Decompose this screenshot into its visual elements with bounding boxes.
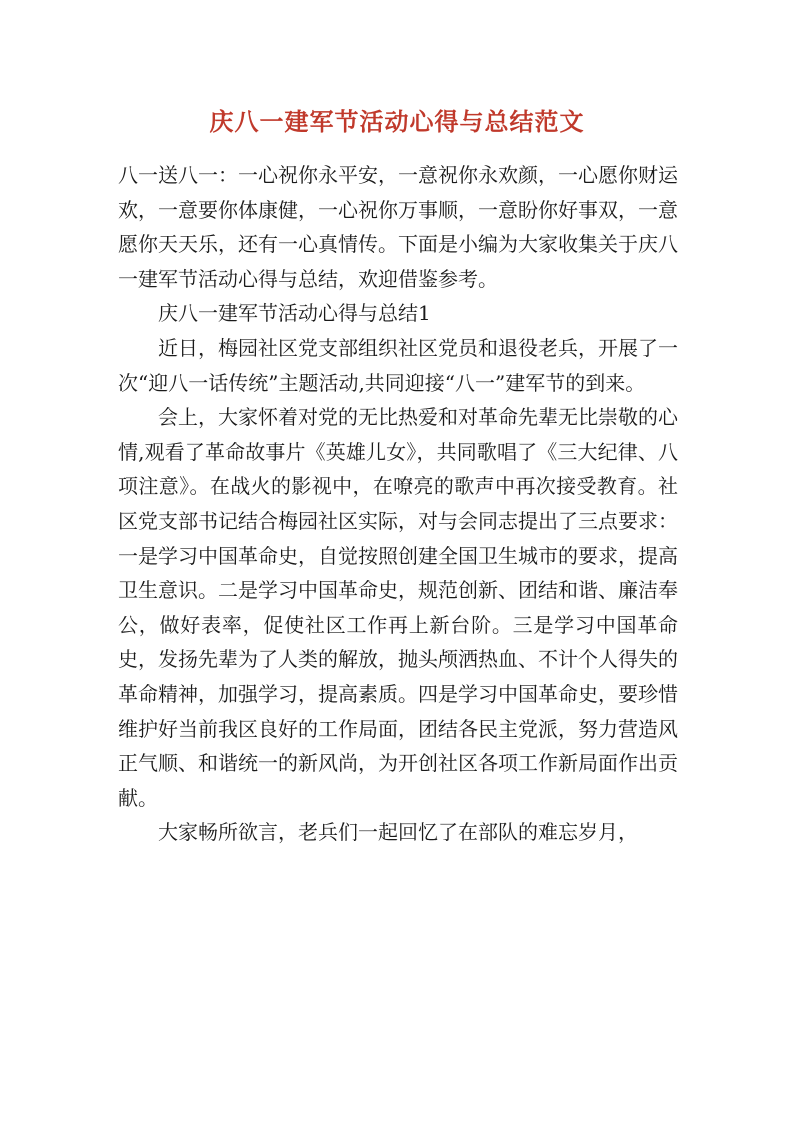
intro-paragraph: 八一送八一：一心祝你永平安，一意祝你永欢颜，一心愿你财运欢，一意要你体康健，一心祝你万事顺，一意盼你好事双，一意愿你天天乐，还有一心真情传。下面是小编为大家收集关于庆八一建军节活动心得与总结，欢迎借鉴参考。 (118, 163, 678, 291)
section-heading: 庆八一建军节活动心得与总结1 (158, 301, 431, 326)
body-paragraph: 近日，梅园社区党支部组织社区党员和退役老兵，开展了一次“迎八一话传统”主题活动,共同迎接“八一”建军节的到来。 (118, 335, 678, 395)
body-paragraph: 大家畅所欲言，老兵们一起回忆了在部队的难忘岁月， (158, 820, 638, 845)
body-paragraph: 会上，大家怀着对党的无比热爱和对革命先辈无比崇敬的心情,观看了革命故事片《英雄儿女》，共同歌唱了《三大纪律、八项注意》。在战火的影视中，在嘹亮的歌声中再次接受教育。社区党支部书记结合梅园社区实际，对与会同志提出了三点要求：一是学习中国革命史，自觉按照创建全国卫生城市的要求，提高卫生意识。二是学习中国革命史，规范创新、团结和谐、廉洁奉公，做好表率，促使社区工作再上新台阶。三是学习中国革命史，发扬先辈为了人类的解放，抛头颅洒热血、不计个人得失的革命精神，加强学习，提高素质。四是学习中国革命史，要珍惜维护好当前我区良好的工作局面，团结各民主党派，努力营造风正气顺、和谐统一的新风尚，为开创社区各项工作新局面作出贡献。 (118, 405, 678, 810)
document-body (118, 158, 678, 850)
document-title: 庆八一建军节活动心得与总结范文 (209, 107, 585, 136)
